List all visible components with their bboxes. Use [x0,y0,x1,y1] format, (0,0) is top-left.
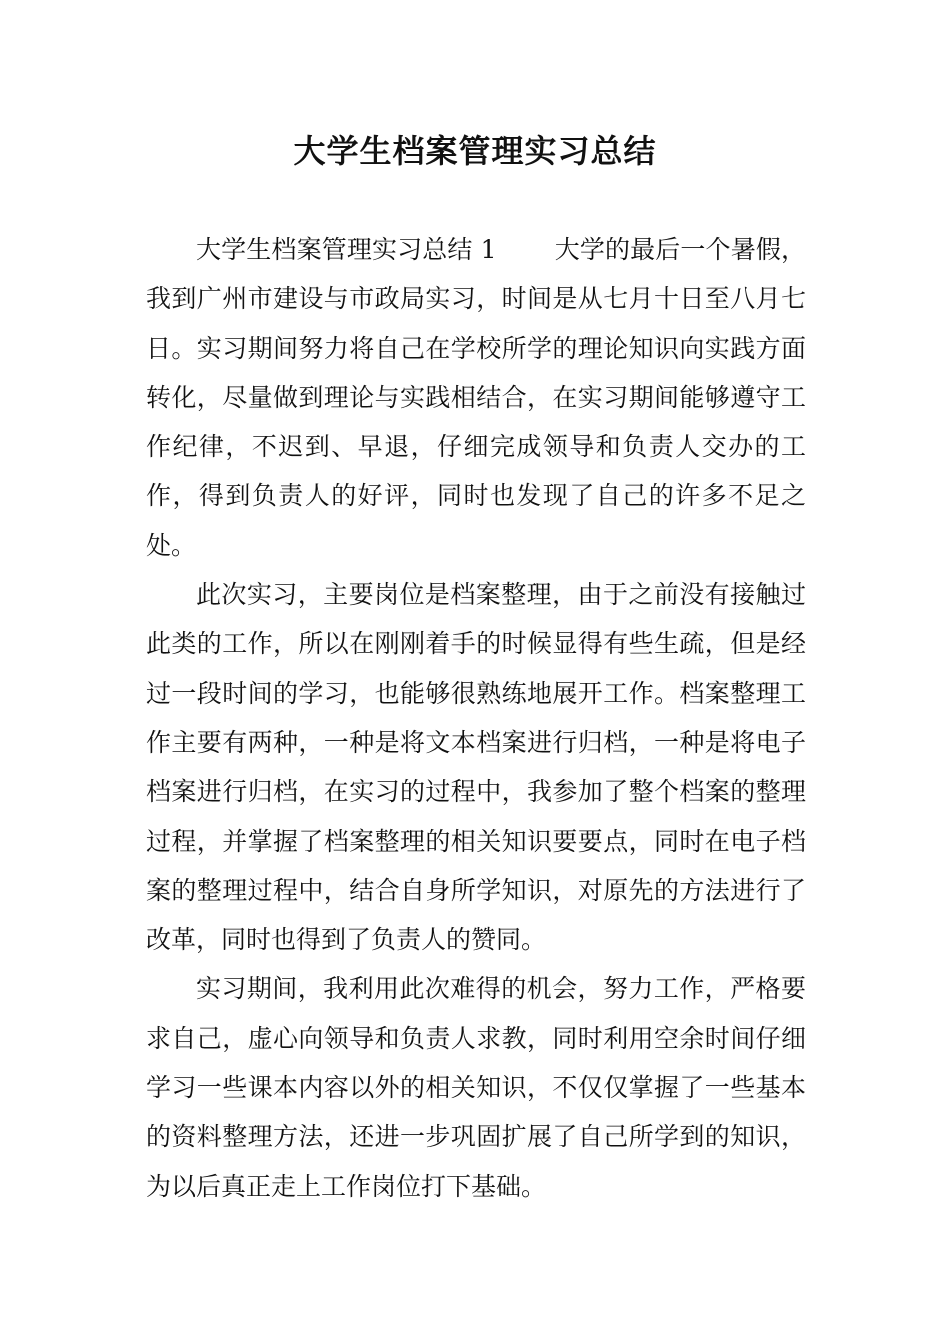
paragraph-1-text: 大学的最后一个暑假，我到广州市建设与市政局实习，时间是从七月十日至八月七日。实习期间努力将自己在学校所学的理论知识向实践方面转化，尽量做到理论与实践相结合，在实习期间能够遵守工作纪律，不迟到、早退，仔细完成领导和负责人交办的工作，得到负责人的好评，同时也发现了自己的许多不足之处。 [146,235,806,560]
section-heading: 大学生档案管理实习总结 1 [196,235,497,264]
document-body [146,225,806,1211]
paragraph-1 [146,225,806,570]
paragraph-3: 实习期间，我利用此次难得的机会，努力工作，严格要求自己，虚心向领导和负责人求教，同时利用空余时间仔细学习一些课本内容以外的相关知识，不仅仅掌握了一些基本的资料整理方法，还进一步巩固扩展了自己所学到的知识，为以后真正走上工作岗位打下基础。 [146,974,806,1201]
document-title: 大学生档案管理实习总结 [293,132,657,170]
paragraph-2: 此次实习，主要岗位是档案整理，由于之前没有接触过此类的工作，所以在刚刚着手的时候显得有些生疏，但是经过一段时间的学习，也能够很熟练地展开工作。档案整理工作主要有两种，一种是将文本档案进行归档，一种是将电子档案进行归档，在实习的过程中，我参加了整个档案的整理过程，并掌握了档案整理的相关知识要要点，同时在电子档案的整理过程中，结合自身所学知识，对原先的方法进行了改革，同时也得到了负责人的赞同。 [146,580,806,955]
